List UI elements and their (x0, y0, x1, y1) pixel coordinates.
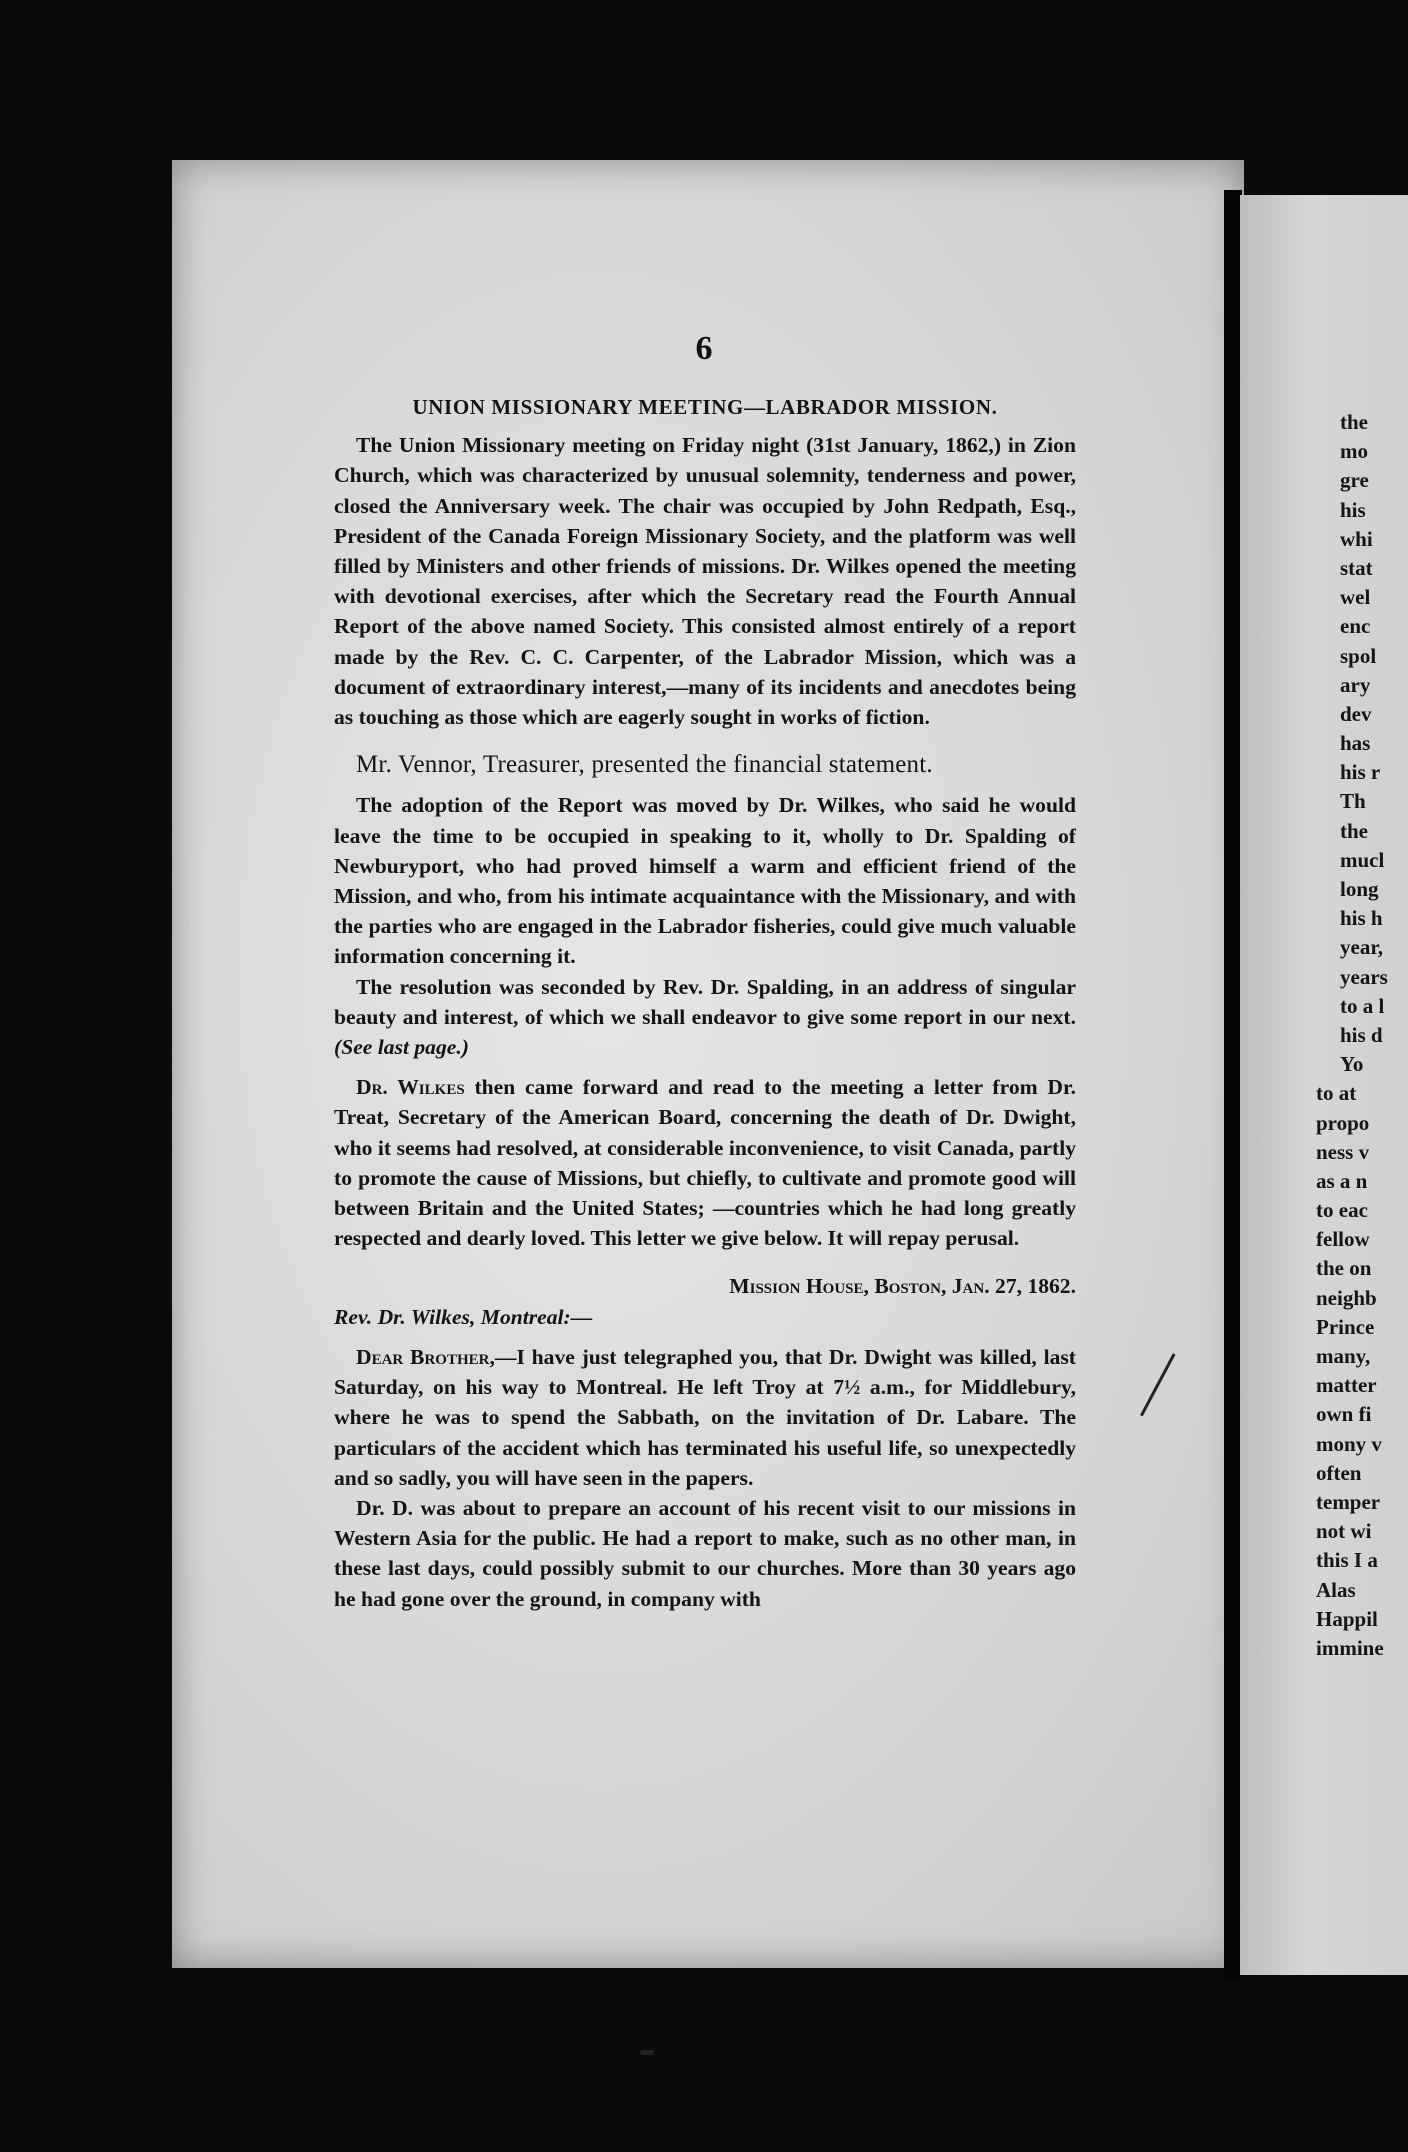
adjacent-page-text (1316, 408, 1408, 1663)
letter-body-text: —I have just telegraphed you, that Dr. Dwight was killed, last Saturday, on his way to Montreal. He left Troy at 7½ a.m., for Middlebury, where he was to spend the Sabbath, on the invitation of Dr. Labare. The particulars of the accident which has terminated his useful life, so unexpectedly and so sadly, you will have seen in the papers. (334, 1344, 1076, 1490)
fragment-line: immine (1316, 1635, 1384, 1660)
fragment-line: Yo (1340, 1052, 1364, 1077)
letter-intro-text: then came forward and read to the meeting a letter from Dr. Treat, Secretary of the American Board, concerning the death of Dr. Dwight, who it seems had resolved, at considerable inconvenience, to visit Canada, partly to promote the cause of Missions, but chiefly, to cultivate and promote good will between Britain and the United States; —countries which he had long greatly respected and dearly loved. This letter we give below. It will repay perusal. (334, 1075, 1076, 1251)
article-heading: UNION MISSIONARY MEETING—LABRADOR MISSION. (412, 395, 998, 419)
fragment-line: Prince (1316, 1314, 1375, 1339)
fragment-line: to a l (1340, 993, 1385, 1018)
fragment-line: mony v (1316, 1431, 1382, 1456)
dr-wilkes-name: Dr. Wilkes (356, 1075, 465, 1100)
page-number: 6 (695, 330, 713, 367)
see-last-page-note: (See last page.) (334, 1035, 469, 1060)
fragment-line: fellow (1316, 1227, 1370, 1252)
fragment-line: not wi (1316, 1519, 1372, 1544)
fragment-line: temper (1316, 1489, 1381, 1514)
fragment-line: long (1340, 877, 1379, 901)
fragment-line: his h (1340, 906, 1383, 931)
article-body (334, 392, 1076, 1614)
fragment-line: gre (1340, 468, 1369, 493)
fragment-line: often (1316, 1460, 1362, 1485)
fragment-line: own fi (1316, 1402, 1372, 1427)
dear-brother: Dear Brother, (356, 1344, 495, 1369)
paragraph-meeting: The Union Missionary meeting on Friday night (31st January, 1862,) in Zion Church, which was characterized by unusual solemnity, tenderness and power, closed the Anniversary week. The chair was occupied by John Redpath, Esq., President of the Canada Foreign Missionary Society, and the platform was well filled by Ministers and other friends of missions. Dr. Wilkes opened the meeting with devotional exercises, after which the Secretary read the Fourth Annual Report of the above named Society. This consisted almost entirely of a report made by the Rev. C. C. Carpenter, of the Labrador Mission, which was a document of extraordinary interest,—many of its incidents and anecdotes being as touching as those which are eagerly sought in works of fiction. (334, 433, 1076, 730)
fragment-line: dev (1340, 701, 1372, 726)
paragraph-letter-intro (334, 1072, 1076, 1253)
fragment-line: his d (1340, 1022, 1383, 1047)
fragment-line: mo (1340, 439, 1368, 464)
fragment-line: the (1340, 410, 1368, 434)
fragment-line: propo (1316, 1110, 1370, 1135)
fragment-line: the (1340, 818, 1368, 843)
paragraph-letter-body (334, 1342, 1076, 1493)
fragment-line: to at (1316, 1081, 1357, 1106)
paragraph-adoption: The adoption of the Report was moved by Dr. Wilkes, who said he would leave the time to be occupied in speaking to it, wholly to Dr. Spalding of Newburyport, who had proved himself a warm and efficient friend of the Mission, and who, from his intimate acquaintance with the Missionary, and with the parties who are engaged in the Labrador fisheries, could give much valuable information concerning it. (334, 793, 1076, 969)
fragment-line: year, (1340, 935, 1383, 960)
fragment-line: the on (1316, 1256, 1372, 1281)
fragment-line: Happil (1316, 1606, 1378, 1631)
letter-dateline: Mission House, Boston, Jan. 27, 1862. (729, 1274, 1076, 1299)
fragment-line: Th (1340, 789, 1366, 814)
fragment-line: his (1340, 497, 1366, 522)
fragment-line: Alas (1316, 1577, 1356, 1602)
letter-salutation: Rev. Dr. Wilkes, Montreal:— (334, 1304, 593, 1329)
fragment-line: enc (1340, 614, 1371, 639)
paragraph-report: Dr. D. was about to prepare an account of his recent visit to our missions in Western Asia for the public. He had a report to make, such as no other man, in these last days, could possibly submit to our churches. More than 30 years ago he had gone over the ground, in company with (334, 1495, 1076, 1611)
fragment-line: has (1340, 731, 1371, 756)
ink-speck (640, 2050, 654, 2055)
fragment-line: mucl (1340, 847, 1385, 872)
fragment-line: ness v (1316, 1139, 1370, 1164)
treasurer-statement: Mr. Vennor, Treasurer, presented the financial statement. (356, 751, 933, 779)
fragment-line: neighb (1316, 1285, 1377, 1310)
fragment-line: this I a (1316, 1548, 1378, 1573)
paragraph-resolution (334, 972, 1076, 1063)
fragment-line: matter (1316, 1373, 1377, 1398)
fragment-line: to eac (1316, 1198, 1368, 1223)
fragment-line: whi (1340, 526, 1373, 551)
fragment-line: spol (1340, 643, 1377, 668)
fragment-line: wel (1340, 585, 1371, 610)
fragment-line: stat (1340, 555, 1373, 580)
fragment-line: ary (1340, 672, 1371, 697)
fragment-line: many, (1316, 1344, 1371, 1368)
fragment-line: years (1340, 964, 1388, 989)
fragment-line: as a n (1316, 1168, 1368, 1193)
fragment-line: his r (1340, 760, 1381, 785)
resolution-text: The resolution was seconded by Rev. Dr. Spalding, in an address of singular beauty and interest, of which we shall endeavor to give some report in our next. (334, 974, 1076, 1029)
